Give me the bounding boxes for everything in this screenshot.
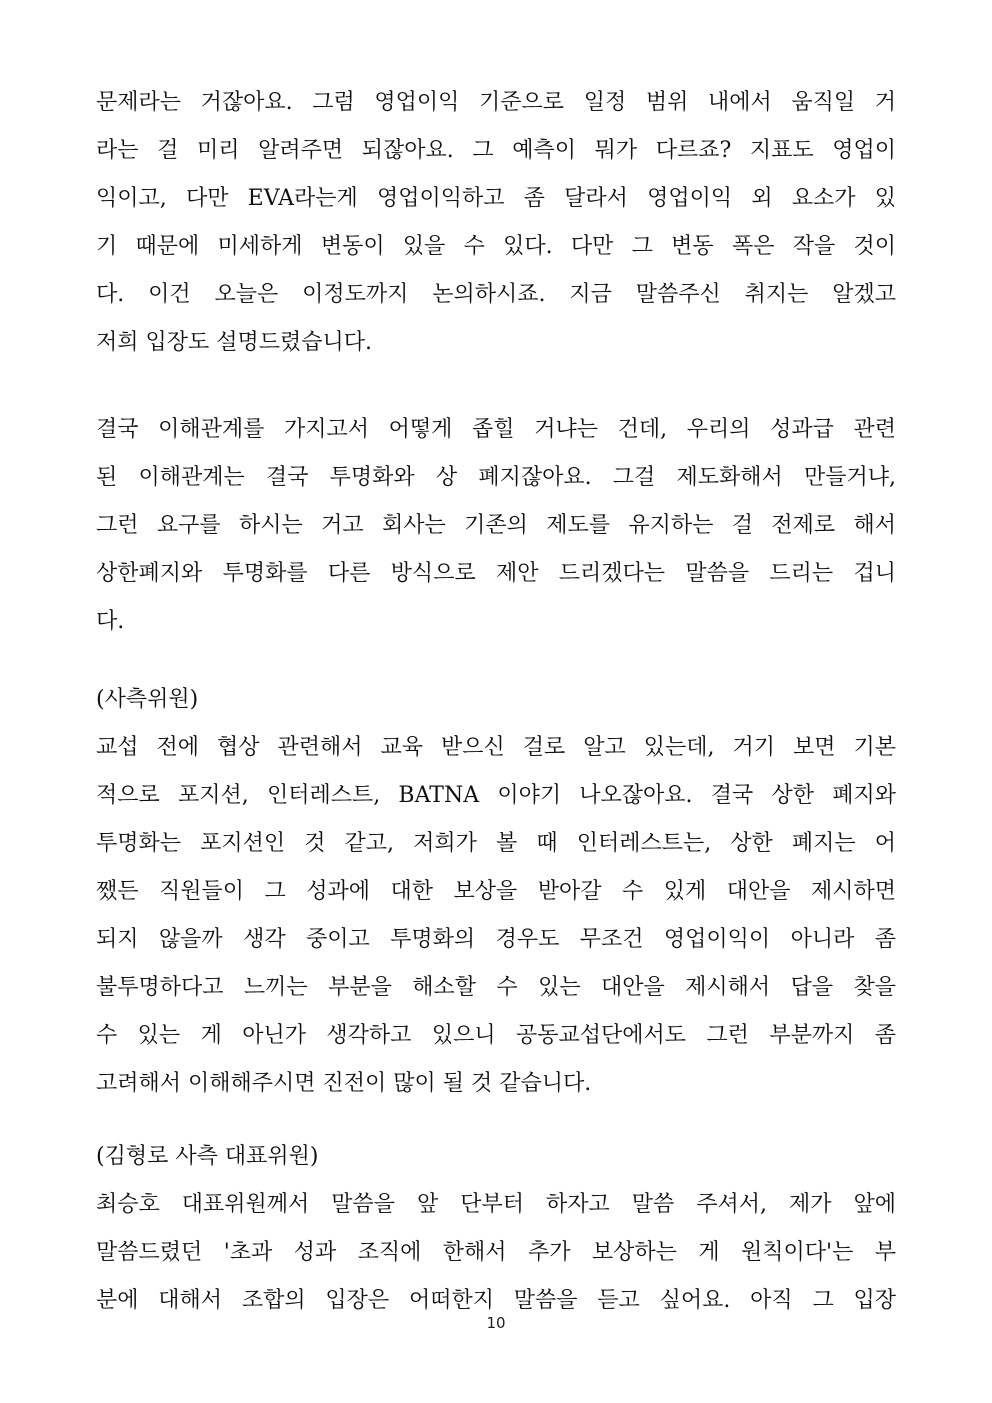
- paragraph-1: [96, 79, 896, 367]
- paragraph-line: 결국 이해관계를 가지고서 어떻게 좁힐 거냐는 건데, 우리의 성과급 관련: [96, 417, 896, 442]
- paragraph-line: 라는 걸 미리 알려주면 되잖아요. 그 예측이 뭐가 다르죠? 지표도 영업이: [96, 138, 896, 163]
- paragraph-line: 말씀드렸던 '초과 성과 조직에 한해서 추가 보상하는 게 원칙이다'는 부: [96, 1240, 896, 1265]
- paragraph-line: 분에 대해서 조합의 입장은 어떠한지 말씀을 듣고 싶어요. 아직 그 입장: [96, 1288, 896, 1313]
- paragraph-line: 상한폐지와 투명화를 다른 방식으로 제안 드리겠다는 말씀을 드리는 겁니: [96, 561, 896, 586]
- speaker-label: (사측위원): [96, 687, 199, 712]
- speaker-section-1: [96, 676, 896, 1108]
- paragraph-line: 저희 입장도 설명드렸습니다.: [96, 330, 373, 355]
- paragraph-line: 교섭 전에 협상 관련해서 교육 받으신 걸로 알고 있는데, 거기 보면 기본: [96, 735, 896, 760]
- paragraph-line: 된 이해관계는 결국 투명화와 상 폐지잖아요. 그걸 제도화해서 만들거냐,: [96, 465, 896, 490]
- page-number: 10: [486, 1314, 506, 1332]
- paragraph-line: 되지 않을까 생각 중이고 투명화의 경우도 무조건 영업이익이 아니라 좀: [96, 927, 896, 952]
- paragraph-line: 문제라는 거잖아요. 그럼 영업이익 기준으로 일정 범위 내에서 움직일 거: [96, 90, 896, 115]
- paragraph-line: 다. 이건 오늘은 이정도까지 논의하시죠. 지금 말씀주신 취지는 알겠고: [96, 282, 896, 307]
- paragraph-line: 고려해서 이해해주시면 진전이 많이 될 것 같습니다.: [96, 1071, 592, 1096]
- paragraph-line: 수 있는 게 아닌가 생각하고 있으니 공동교섭단에서도 그런 부분까지 좀: [96, 1023, 896, 1048]
- paragraph-line: 기 때문에 미세하게 변동이 있을 수 있다. 다만 그 변동 폭은 작을 것이: [96, 234, 896, 259]
- paragraph-line: 그런 요구를 하시는 거고 회사는 기존의 제도를 유지하는 걸 전제로 해서: [96, 513, 896, 538]
- paragraph-line: 적으로 포지션, 인터레스트, BATNA 이야기 나오잖아요. 결국 상한 폐지와: [96, 783, 896, 808]
- paragraph-line: 쨌든 직원들이 그 성과에 대한 보상을 받아갈 수 있게 대안을 제시하면: [96, 879, 896, 904]
- paragraph-line: 다.: [96, 609, 125, 634]
- paragraph-line: 불투명하다고 느끼는 부분을 해소할 수 있는 대안을 제시해서 답을 찾을: [96, 975, 896, 1000]
- paragraph-line: 최승호 대표위원께서 말씀을 앞 단부터 하자고 말씀 주셔서, 제가 앞에: [96, 1192, 896, 1217]
- paragraph-line: 익이고, 다만 EVA라는게 영업이익하고 좀 달라서 영업이익 외 요소가 있: [96, 186, 896, 211]
- paragraph-2: [96, 406, 896, 646]
- paragraph-line: 투명화는 포지션인 것 같고, 저희가 볼 때 인터레스트는, 상한 폐지는 어: [96, 831, 896, 856]
- speaker-section-2: [96, 1133, 896, 1325]
- speaker-label: (김형로 사측 대표위원): [96, 1144, 319, 1169]
